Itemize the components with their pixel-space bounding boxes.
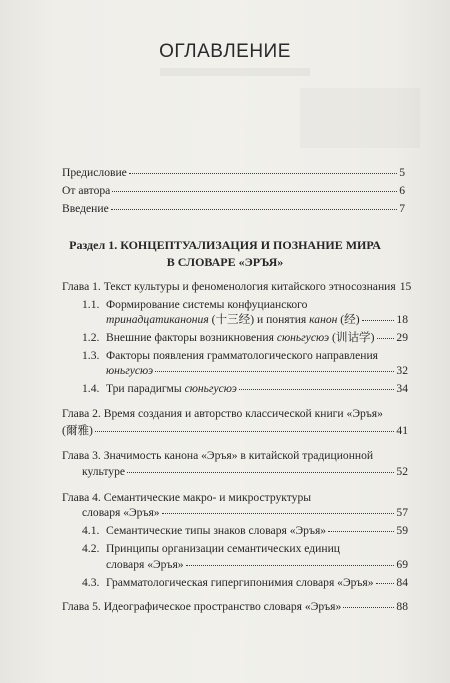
toc-entry-1-4 bbox=[82, 382, 408, 396]
toc-entry-1-1 bbox=[106, 313, 408, 327]
toc-entry-4-2 bbox=[106, 558, 408, 572]
entry-label: Формирование системы конфуцианского bbox=[106, 298, 308, 311]
page-title: ОГЛАВЛЕНИЕ bbox=[159, 41, 291, 62]
entry-label: Предисловие bbox=[62, 166, 127, 179]
toc-entry-introduction bbox=[62, 202, 405, 216]
page-number: 6 bbox=[399, 184, 405, 197]
show-through-block bbox=[160, 68, 310, 76]
show-through-block bbox=[300, 88, 420, 148]
page-number: 32 bbox=[396, 364, 408, 377]
entry-label: 1.4. Три парадигмы сюньгусюэ bbox=[82, 382, 237, 395]
leader-dots bbox=[376, 583, 395, 584]
toc-entry-chapter-2-line1: Глава 2. Время создания и авторство классической книги «Эръя» bbox=[62, 407, 383, 420]
entry-label: Принципы организации семантических единиц bbox=[106, 542, 340, 555]
page-number: 5 bbox=[399, 166, 405, 179]
toc-entry-1-2 bbox=[82, 331, 408, 345]
toc-entry-chapter-3 bbox=[82, 465, 408, 479]
toc-entry-4-3 bbox=[82, 576, 408, 590]
toc-entry-author bbox=[62, 184, 405, 198]
leader-dots bbox=[112, 191, 397, 192]
entry-label: Глава 1. Текст культуры и феноменология китайского этносознания bbox=[62, 280, 396, 293]
leader-dots bbox=[127, 472, 394, 473]
section-heading: Раздел 1. КОНЦЕПТУАЛИЗАЦИЯ И ПОЗНАНИЕ МИРА bbox=[69, 238, 381, 252]
toc-entry-chapter-4-line1: Глава 4. Семантические макро- и микроструктуры bbox=[62, 491, 312, 504]
page-number: 41 bbox=[396, 424, 408, 437]
page-number: 57 bbox=[396, 506, 408, 519]
entry-label-line2: словаря «Эръя» bbox=[106, 558, 184, 571]
leader-dots bbox=[328, 531, 394, 532]
toc-entry-1-3-line1 bbox=[82, 349, 378, 363]
entry-label-line2: тринадцатиканония (十三经) и понятия канон (经) bbox=[106, 313, 360, 326]
page-number: 7 bbox=[399, 202, 405, 215]
toc-entry-chapter-1 bbox=[62, 280, 412, 294]
page-number: 69 bbox=[396, 558, 408, 571]
entry-label-line2: словаря «Эръя» bbox=[82, 506, 160, 519]
toc-entry-1-3 bbox=[106, 364, 408, 378]
page-number: 52 bbox=[396, 465, 408, 478]
entry-label: Факторы появления грамматологического направления bbox=[106, 349, 378, 362]
page-number: 84 bbox=[396, 576, 408, 589]
leader-dots bbox=[343, 607, 394, 608]
toc-entry-chapter-3-line1: Глава 3. Значимость канона «Эръя» в китайской традиционной bbox=[62, 449, 374, 462]
page-number: 29 bbox=[396, 331, 408, 344]
toc-entry-chapter-5 bbox=[62, 600, 408, 614]
toc-entry-1-1-line1 bbox=[82, 298, 307, 312]
leader-dots bbox=[186, 565, 395, 566]
page-number: 88 bbox=[396, 600, 408, 613]
entry-label-line2: культуре bbox=[82, 465, 126, 478]
entry-label: Глава 5. Идеографическое пространство словаря «Эръя» bbox=[62, 600, 342, 613]
entry-label: От автора bbox=[62, 184, 111, 197]
toc-entry-chapter-4 bbox=[82, 506, 408, 520]
leader-dots bbox=[162, 513, 395, 514]
toc-entry-4-2-line1 bbox=[82, 542, 340, 556]
entry-label-line2: (爾雅) bbox=[62, 424, 93, 437]
leader-dots bbox=[239, 389, 395, 390]
section-heading-line2: В СЛОВАРЕ «ЭРЪЯ» bbox=[166, 255, 284, 269]
page-number: 59 bbox=[396, 524, 408, 537]
entry-label: 1.2. Внешние факторы возникновения сюньгусюэ (训诂学) bbox=[82, 331, 375, 344]
entry-label: 4.1. Семантические типы знаков словаря «Эръя» bbox=[82, 524, 327, 537]
entry-number: 1.3. bbox=[82, 349, 100, 362]
entry-label: 4.3. Грамматологическая гипергипонимия словаря «Эръя» bbox=[82, 576, 374, 589]
toc-entry-preface bbox=[62, 166, 405, 180]
entry-number: 1.1. bbox=[82, 298, 100, 311]
entry-number: 4.2. bbox=[82, 542, 100, 555]
entry-label-line2: юньгусюэ bbox=[106, 364, 154, 377]
page-number: 15 bbox=[399, 280, 412, 293]
toc-entry-chapter-2 bbox=[62, 424, 408, 438]
toc-entry-4-1 bbox=[82, 524, 408, 538]
leader-dots bbox=[155, 371, 394, 372]
page-number: 34 bbox=[396, 382, 408, 395]
leader-dots bbox=[377, 338, 395, 339]
leader-dots bbox=[111, 209, 397, 210]
leader-dots bbox=[362, 320, 395, 321]
leader-dots bbox=[129, 173, 397, 174]
page-number: 18 bbox=[396, 313, 408, 326]
leader-dots bbox=[95, 431, 394, 432]
entry-label: Введение bbox=[62, 202, 109, 215]
